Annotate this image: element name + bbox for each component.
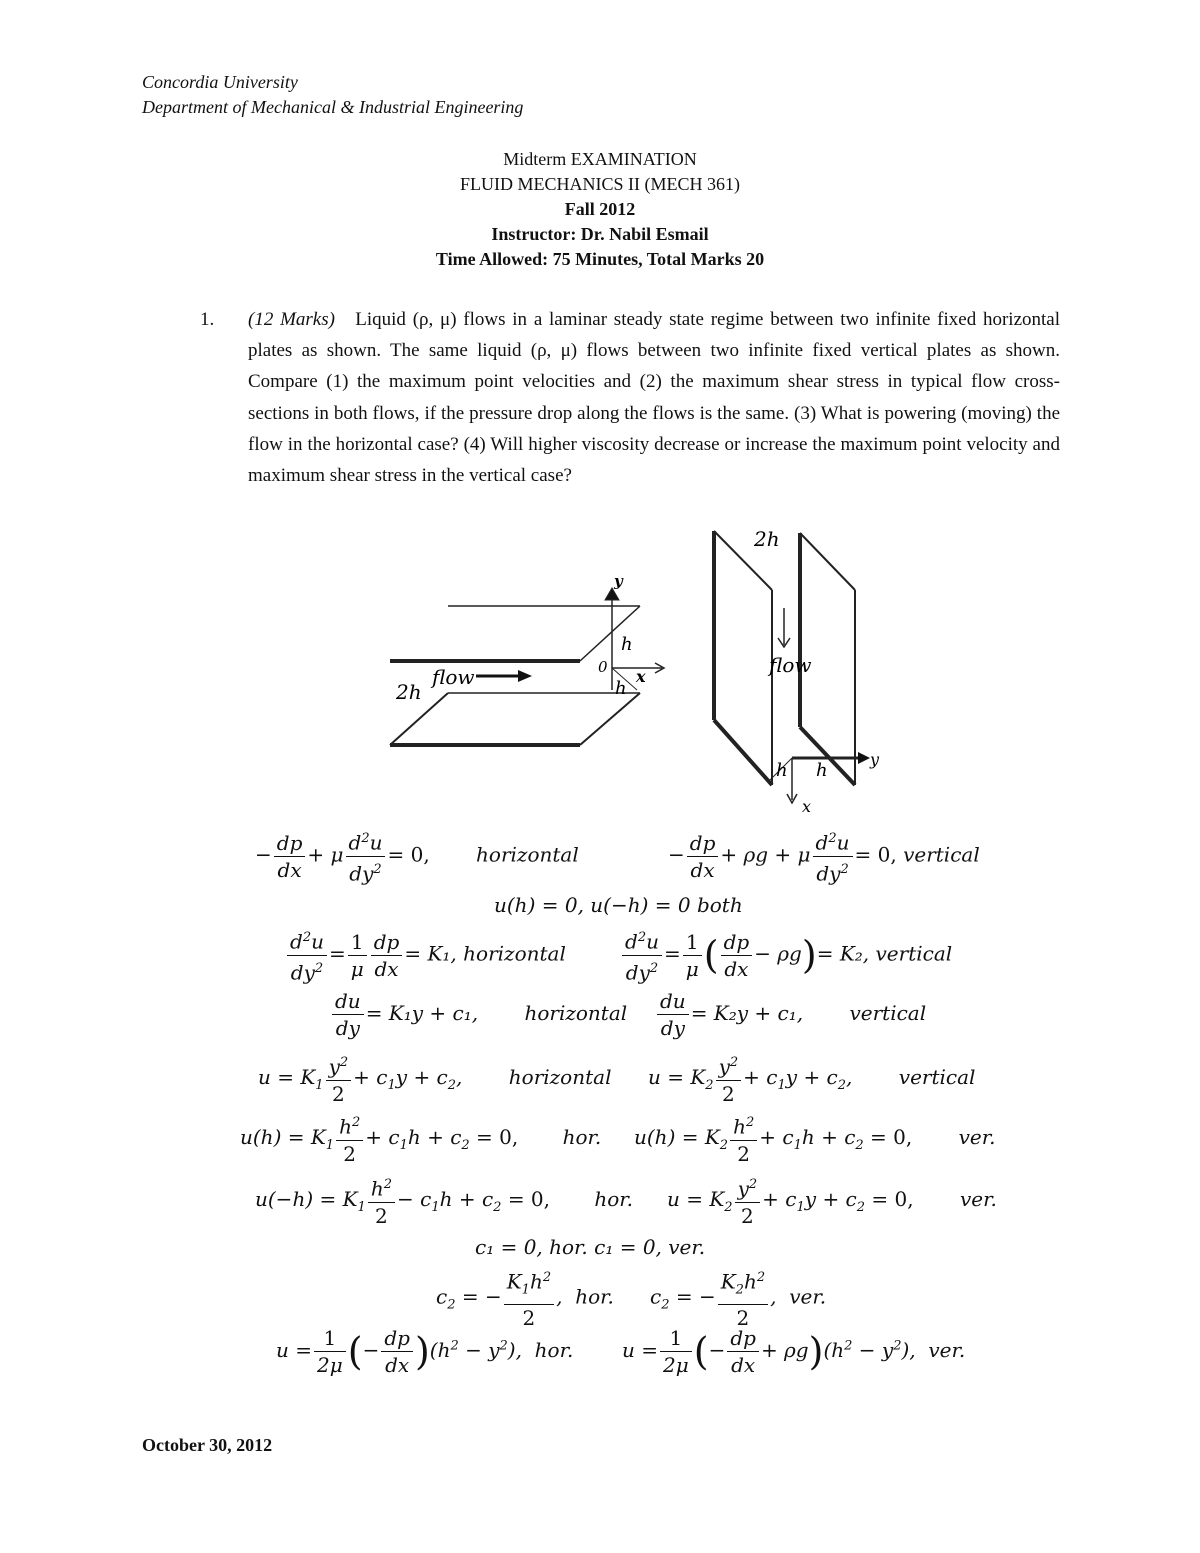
eq-line-5-vertical: $u = K_2$ $\frac{y^2}{2}$ + $c_1y + c_2$, vertical — [648, 1050, 975, 1107]
eq-line-9-horizontal: $c_2$ = − $\frac{K_1h^2}{2}$ , hor. — [436, 1265, 614, 1331]
v-y-axis-label: y — [870, 750, 880, 769]
eq-l7-hor-label: hor. — [594, 1186, 634, 1211]
eq-l5-hor-label: horizontal — [508, 1064, 612, 1089]
eq-l9-ver-label: ver. — [789, 1284, 827, 1309]
eq-line-9-vertical: $c_2$ = − $\frac{K_2h^2}{2}$ , ver. — [650, 1265, 826, 1331]
question-number: 1. — [200, 309, 215, 330]
eq-line-4-horizontal: $\frac{du}{dy}$ = K₁y + c₁, horizontal — [330, 988, 627, 1041]
course-title: FLUID MECHANICS II (MECH 361) — [460, 174, 740, 194]
h-x-axis-label: x — [636, 667, 646, 686]
eq-line-6-horizontal: $u(h) = K_1$ $\frac{h^2}{2}$ + $c_1h + c_2 = 0$, hor. — [240, 1110, 601, 1167]
eq-line-5-horizontal: $u = K_1$ $\frac{y^2}{2}$ + $c_1y + c_2$, horizontal — [258, 1050, 611, 1107]
eq-l5-ver-label: vertical — [898, 1064, 976, 1089]
flow-diagram — [380, 525, 900, 820]
eq-line-1-horizontal: − $\frac{dp}{dx}$ + μ $\frac{d^2u}{dy^2}$ = 0, horizontal — [255, 826, 579, 886]
eq-l3-hor: = K₁, horizontal — [404, 941, 566, 966]
eq-l7-ver-label: ver. — [959, 1186, 997, 1211]
v-gap-label: 2h — [754, 527, 780, 551]
eq-line-8: c₁ = 0, hor. c₁ = 0, ver. — [475, 1235, 706, 1259]
eq-l6-hor-label: hor. — [562, 1124, 602, 1149]
eq-l3-ver: = K₂, vertical — [816, 941, 953, 966]
eq-line-7-horizontal: $u(-h) = K_1$ $\frac{h^2}{2}$ − $c_1h + c_2 = 0$, hor. — [255, 1172, 633, 1229]
h-origin-label: 0 — [598, 658, 608, 676]
eq-line-4-vertical: $\frac{du}{dy}$ = K₂y + c₁, vertical — [655, 988, 926, 1041]
department-name: Department of Mechanical & Industrial Engineering — [142, 97, 524, 117]
v-x-axis-label: x — [802, 797, 812, 816]
eq-l9-hor-label: hor. — [575, 1284, 614, 1309]
h-gap-label: 2h — [396, 680, 422, 704]
eq-l10-hor-label: hor. — [534, 1338, 574, 1362]
question-text: Liquid (ρ, μ) flows in a laminar steady state regime between two infinite fixed horizontal plates as shown. The same liquid (ρ, μ) flows between two infinite fixed vertical plates as shown. Compare (1) the maximum point velocities and (2) the maximum shear stress in typical flow cross-sections in both flows, if the pressure drop along the flows is the same. (3) What is powering (moving) the flow in the horizontal case? (4) Will higher viscosity decrease or increase the maximum point velocity and maximum shear stress in the vertical case? — [248, 309, 1060, 487]
eq-l1-ver-label: vertical — [903, 842, 980, 867]
question-marks: (12 Marks) — [248, 309, 335, 330]
h-h-top-label: h — [621, 634, 633, 655]
eq-line-2: u(h) = 0, u(−h) = 0 both — [494, 893, 743, 917]
exam-date: October 30, 2012 — [142, 1435, 273, 1455]
eq-l4-ver-label: vertical — [849, 1001, 927, 1025]
eq-line-3-vertical: $\frac{d^2u}{dy^2}$ = $\frac{1}{\mu}$ ( $\frac{dp}{dx}$ − ρg)= K₂, vertical — [620, 925, 952, 985]
h-y-axis-label: y — [614, 572, 623, 590]
eq-line-1-vertical: − $\frac{dp}{dx}$ + ρg + μ $\frac{d^2u}{dy^2}$ = 0, vertical — [668, 826, 980, 886]
eq-line-10-horizontal: u = $\frac{1}{2\mu}$ (− $\frac{dp}{dx}$ )$(h^2 - y^2)$, hor. — [276, 1326, 574, 1377]
v-h-left-label: h — [776, 760, 788, 781]
eq-line-3-horizontal: $\frac{d^2u}{dy^2}$ = $\frac{1}{\mu}$ $\frac{dp}{dx}$ = K₁, horizontal — [285, 925, 566, 985]
eq-l6-ver-label: ver. — [958, 1124, 996, 1149]
eq-l1-hor-label: horizontal — [476, 842, 579, 867]
v-flow-label: flow — [769, 653, 812, 677]
term: Fall 2012 — [564, 199, 636, 219]
eq-line-6-vertical: $u(h) = K_2$ $\frac{h^2}{2}$ + $c_1h + c_2 = 0$, ver. — [634, 1110, 995, 1167]
university-name: Concordia University — [142, 72, 298, 92]
eq-line-10-vertical: u = $\frac{1}{2\mu}$ (− $\frac{dp}{dx}$ + $\rho g)(h^2 - y^2)$, ver. — [622, 1326, 966, 1377]
eq-l4-hor: = K₁y + c₁, — [365, 1001, 479, 1025]
instructor: Instructor: Dr. Nabil Esmail — [491, 224, 709, 244]
exam-title: Midterm EXAMINATION — [503, 149, 697, 169]
eq-l4-hor-label: horizontal — [524, 1001, 628, 1025]
h-flow-label: flow — [432, 665, 475, 689]
h-h-bottom-label: h — [615, 678, 627, 699]
question-1 — [200, 304, 1060, 491]
v-h-right-label: h — [816, 760, 828, 781]
eq-l10-ver-label: ver. — [928, 1338, 966, 1362]
eq-line-7-vertical: $u = K_2$ $\frac{y^2}{2}$ + $c_1y + c_2 = 0$, ver. — [667, 1172, 997, 1229]
time-allowed: Time Allowed: 75 Minutes, Total Marks 20 — [435, 249, 765, 269]
eq-l4-ver: = K₂y + c₁, — [690, 1001, 804, 1025]
